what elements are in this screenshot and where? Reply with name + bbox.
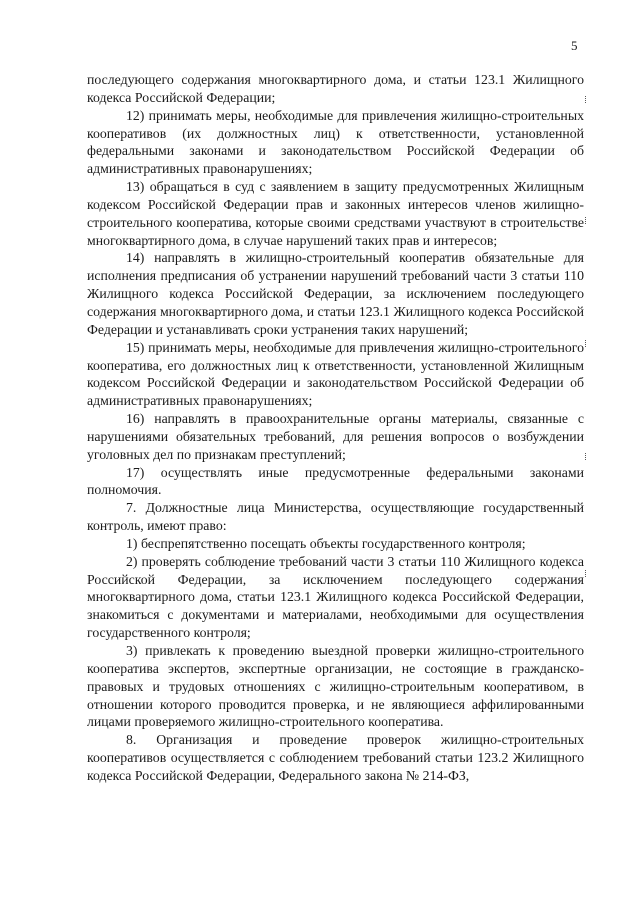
paragraph-section-7-item-3: 3) привлекать к проведению выездной проверки жилищно-строительного кооператива экспертов, экспертные организации, не состоящие в гражданско-правовых и трудовых отношениях с жилищно-строительным кооперативом, в отношении которого проводится проверка, и не являющиеся аффилированными лицами проверяемого жилищно-строительного кооператива. xyxy=(87,643,584,730)
paragraph-item-16: 16) направлять в правоохранительные органы материалы, связанные с нарушениями обязательных требований, для решения вопросов о возбуждении уголовных дел по признакам преступлений; xyxy=(87,411,584,462)
paragraph-section-8: 8. Организация и проведение проверок жилищно-строительных кооперативов осуществляется с соблюдением требований статьи 123.2 Жилищного кодекса Российской Федерации, Федерального закона № 214-ФЗ, xyxy=(87,732,584,783)
paragraph-section-7-item-2: 2) проверять соблюдение требований части 3 статьи 110 Жилищного кодекса Российской Федерации, за исключением последующего содержания многоквартирного дома, статьи 123.1 Жилищного кодекса Российской Федерации, знакомиться с документами и материалами, необходимыми для осуществления государственного контроля; xyxy=(87,553,584,641)
page-number: 5 xyxy=(571,38,578,53)
paragraph-item-13: 13) обращаться в суд с заявлением в защиту предусмотренных Жилищным кодексом Российской Федерации прав и законных интересов членов жилищно-строительного кооператива, которые своими средствами участвуют в строительстве многоквартирного дома, в случае нарушений таких прав и интересов; xyxy=(87,179,584,248)
margin-mark xyxy=(585,96,588,103)
margin-mark xyxy=(585,217,588,224)
paragraph-item-12: 12) принимать меры, необходимые для привлечения жилищно-строительных кооперативов (их должностных лиц) к ответственности, установленной федеральными законами и законодательством Российской Федерации об административных правонарушениях; xyxy=(87,107,584,177)
paragraph-item-14: 14) направлять в жилищно-строительный кооператив обязательные для исполнения предписания об устранении нарушений требований части 3 статьи 110 Жилищного кодекса Российской Федерации, за исключением последующего содержания многоквартирного дома, и статьи 123.1 Жилищного кодекса Российской Федерации и устанавливать сроки устранения таких нарушений; xyxy=(87,250,584,337)
margin-mark xyxy=(585,340,588,347)
paragraph-section-7: 7. Должностные лица Министерства, осуществляющие государственный контроль, имеют право: xyxy=(87,500,584,534)
document-body xyxy=(87,71,584,785)
paragraph-continuation: последующего содержания многоквартирного дома, и статьи 123.1 Жилищного кодекса Российской Федерации; xyxy=(87,72,584,105)
margin-mark xyxy=(585,453,588,460)
paragraph-item-17: 17) осуществлять иные предусмотренные федеральными законами полномочия. xyxy=(87,464,584,498)
paragraph-section-7-item-1: 1) беспрепятственно посещать объекты государственного контроля; xyxy=(126,535,526,551)
margin-mark xyxy=(585,570,588,577)
paragraph-item-15: 15) принимать меры, необходимые для привлечения жилищно-строительного кооператива, его должностных лиц к ответственности, установленной Жилищным кодексом Российской Федерации и законодательством Российской Федерации об административных правонарушениях; xyxy=(87,339,584,409)
